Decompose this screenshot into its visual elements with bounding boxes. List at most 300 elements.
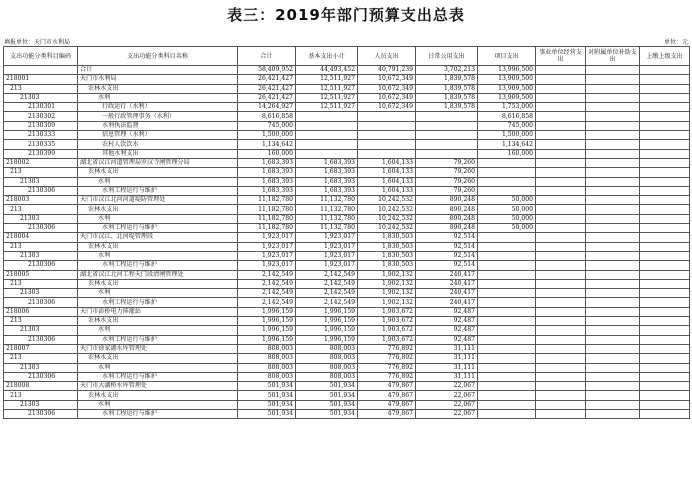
cell-business-operation: [536, 400, 586, 409]
cell-remit-superior: [640, 326, 690, 335]
table-row: [4, 140, 690, 149]
cell-daily-public: [416, 140, 478, 149]
cell-business-operation: [536, 335, 586, 344]
cell-business-operation: [536, 298, 586, 307]
table-row: [4, 298, 690, 307]
cell-name: 水利: [78, 400, 238, 409]
cell-total: 745,000: [238, 121, 296, 130]
cell-total: 8,616,858: [238, 112, 296, 121]
cell-basic-subtotal: 1,923,017: [296, 242, 358, 251]
cell-business-operation: [536, 354, 586, 363]
table-row: [4, 112, 690, 121]
cell-subsidiary-subsidy: [586, 409, 640, 418]
table-row: [4, 75, 690, 84]
cell-remit-superior: [640, 382, 690, 391]
cell-code: 2130306: [4, 372, 78, 381]
cell-business-operation: [536, 409, 586, 418]
cell-personnel: 1,830,503: [358, 261, 416, 270]
cell-personnel: [358, 140, 416, 149]
cell-total: 26,421,427: [238, 93, 296, 102]
cell-personnel: 1,903,672: [358, 317, 416, 326]
cell-subsidiary-subsidy: [586, 382, 640, 391]
cell-code: 213: [4, 84, 78, 93]
cell-total: 1,923,017: [238, 233, 296, 242]
cell-subsidiary-subsidy: [586, 131, 640, 140]
cell-subsidiary-subsidy: [586, 149, 640, 158]
cell-name: 水利工程运行与维护: [78, 298, 238, 307]
cell-daily-public: 92,487: [416, 317, 478, 326]
cell-code: 218004: [4, 233, 78, 242]
cell-basic-subtotal: 501,934: [296, 382, 358, 391]
cell-business-operation: [536, 186, 586, 195]
cell-subsidiary-subsidy: [586, 168, 640, 177]
cell-project: [478, 400, 536, 409]
cell-daily-public: 79,260: [416, 177, 478, 186]
cell-project: 1,500,000: [478, 131, 536, 140]
cell-personnel: 479,867: [358, 409, 416, 418]
cell-daily-public: 92,487: [416, 335, 478, 344]
cell-personnel: [358, 149, 416, 158]
cell-code: 213: [4, 354, 78, 363]
cell-code: 213: [4, 168, 78, 177]
cell-daily-public: 1,839,578: [416, 103, 478, 112]
cell-project: [478, 354, 536, 363]
cell-basic-subtotal: 1,683,393: [296, 158, 358, 167]
cell-daily-public: 890,248: [416, 196, 478, 205]
table-body: [4, 66, 690, 419]
header-code: 支出功能分类科目编码: [4, 47, 78, 66]
table-row: [4, 251, 690, 260]
cell-basic-subtotal: 12,511,927: [296, 75, 358, 84]
cell-name: 农林水支出: [78, 84, 238, 93]
cell-total: 1,500,000: [238, 131, 296, 140]
cell-basic-subtotal: 808,003: [296, 354, 358, 363]
cell-business-operation: [536, 149, 586, 158]
table-row: [4, 391, 690, 400]
cell-project: [478, 158, 536, 167]
cell-basic-subtotal: 2,142,549: [296, 279, 358, 288]
cell-daily-public: 31,111: [416, 344, 478, 353]
table-row: [4, 186, 690, 195]
cell-name: 农林水支出: [78, 317, 238, 326]
cell-remit-superior: [640, 93, 690, 102]
cell-personnel: 10,242,532: [358, 214, 416, 223]
cell-name: 农村人饮饮水: [78, 140, 238, 149]
cell-total: 11,182,780: [238, 214, 296, 223]
cell-personnel: 10,242,532: [358, 205, 416, 214]
cell-code: 218001: [4, 75, 78, 84]
cell-basic-subtotal: 1,996,159: [296, 307, 358, 316]
cell-subsidiary-subsidy: [586, 205, 640, 214]
cell-daily-public: 92,514: [416, 242, 478, 251]
cell-name: 水利执法监督: [78, 121, 238, 130]
cell-name: 农林水支出: [78, 354, 238, 363]
cell-total: 808,003: [238, 354, 296, 363]
cell-remit-superior: [640, 158, 690, 167]
cell-project: 13,996,500: [478, 66, 536, 75]
cell-personnel: 1,604,133: [358, 158, 416, 167]
cell-name: 水利: [78, 289, 238, 298]
cell-remit-superior: [640, 270, 690, 279]
cell-subsidiary-subsidy: [586, 317, 640, 326]
cell-basic-subtotal: [296, 149, 358, 158]
cell-project: 1,753,000: [478, 103, 536, 112]
cell-remit-superior: [640, 354, 690, 363]
cell-total: 1,683,393: [238, 168, 296, 177]
cell-daily-public: 240,417: [416, 270, 478, 279]
currency-unit: 单位：元: [663, 39, 688, 46]
cell-business-operation: [536, 391, 586, 400]
cell-project: [478, 289, 536, 298]
cell-remit-superior: [640, 75, 690, 84]
cell-total: 1,996,159: [238, 317, 296, 326]
cell-personnel: 1,830,503: [358, 251, 416, 260]
cell-name: 湖北省汉江河道管理局罗汉寺闸管理分局: [78, 158, 238, 167]
cell-total: 1,683,393: [238, 186, 296, 195]
page-title: 表三：2019年部门预算支出总表: [227, 6, 465, 24]
cell-daily-public: 3,702,213: [416, 66, 478, 75]
cell-name: 一般行政管理事务（水利）: [78, 112, 238, 121]
cell-remit-superior: [640, 261, 690, 270]
cell-remit-superior: [640, 363, 690, 372]
cell-project: [478, 391, 536, 400]
cell-subsidiary-subsidy: [586, 372, 640, 381]
cell-personnel: 1,903,672: [358, 335, 416, 344]
cell-daily-public: 92,487: [416, 307, 478, 316]
cell-basic-subtotal: 1,923,017: [296, 261, 358, 270]
cell-project: 50,000: [478, 205, 536, 214]
cell-name: 湖北省汉江北河工程天门段清闸管理处: [78, 270, 238, 279]
cell-business-operation: [536, 177, 586, 186]
table-row: [4, 279, 690, 288]
cell-code: 218002: [4, 158, 78, 167]
cell-name: 水利工程运行与维护: [78, 186, 238, 195]
cell-name: 合计: [78, 66, 238, 75]
cell-name: 水利: [78, 177, 238, 186]
cell-total: 1,923,017: [238, 261, 296, 270]
cell-total: 11,182,780: [238, 196, 296, 205]
header-project: 项目支出: [478, 47, 536, 66]
cell-personnel: [358, 131, 416, 140]
cell-personnel: 40,791,239: [358, 66, 416, 75]
cell-personnel: 1,604,133: [358, 168, 416, 177]
cell-business-operation: [536, 279, 586, 288]
cell-subsidiary-subsidy: [586, 121, 640, 130]
cell-total: 1,996,159: [238, 326, 296, 335]
cell-business-operation: [536, 103, 586, 112]
cell-name: 天门市汉江北河河道堤防管理处: [78, 196, 238, 205]
cell-daily-public: 890,248: [416, 224, 478, 233]
cell-total: 160,000: [238, 149, 296, 158]
cell-name: 水利: [78, 326, 238, 335]
cell-personnel: 1,902,132: [358, 270, 416, 279]
cell-remit-superior: [640, 66, 690, 75]
cell-remit-superior: [640, 131, 690, 140]
cell-project: 1,134,642: [478, 140, 536, 149]
cell-business-operation: [536, 140, 586, 149]
cell-personnel: [358, 112, 416, 121]
cell-subsidiary-subsidy: [586, 140, 640, 149]
cell-daily-public: 890,248: [416, 214, 478, 223]
cell-total: 26,421,427: [238, 75, 296, 84]
table-row: [4, 93, 690, 102]
cell-remit-superior: [640, 224, 690, 233]
cell-remit-superior: [640, 121, 690, 130]
cell-project: [478, 279, 536, 288]
cell-code: 2130333: [4, 131, 78, 140]
cell-personnel: 1,903,672: [358, 326, 416, 335]
cell-remit-superior: [640, 214, 690, 223]
cell-basic-subtotal: 501,934: [296, 391, 358, 400]
cell-business-operation: [536, 224, 586, 233]
cell-remit-superior: [640, 409, 690, 418]
cell-remit-superior: [640, 168, 690, 177]
cell-remit-superior: [640, 251, 690, 260]
cell-total: 1,134,642: [238, 140, 296, 149]
cell-daily-public: 79,260: [416, 186, 478, 195]
cell-total: 1,923,017: [238, 251, 296, 260]
cell-personnel: 1,830,503: [358, 242, 416, 251]
cell-project: [478, 372, 536, 381]
cell-name: 水利: [78, 214, 238, 223]
cell-code: 2130306: [4, 335, 78, 344]
table-row: [4, 270, 690, 279]
cell-business-operation: [536, 307, 586, 316]
cell-project: [478, 186, 536, 195]
cell-total: 2,142,549: [238, 298, 296, 307]
cell-code: 21303: [4, 400, 78, 409]
cell-remit-superior: [640, 317, 690, 326]
cell-project: 13,909,500: [478, 84, 536, 93]
cell-total: 501,934: [238, 409, 296, 418]
cell-project: [478, 242, 536, 251]
table-row: [4, 158, 690, 167]
table-row: [4, 205, 690, 214]
cell-total: 58,409,952: [238, 66, 296, 75]
cell-daily-public: 240,417: [416, 279, 478, 288]
cell-basic-subtotal: 12,511,927: [296, 103, 358, 112]
cell-code: 2130306: [4, 261, 78, 270]
cell-subsidiary-subsidy: [586, 158, 640, 167]
cell-subsidiary-subsidy: [586, 224, 640, 233]
cell-subsidiary-subsidy: [586, 214, 640, 223]
cell-daily-public: 31,111: [416, 363, 478, 372]
cell-name: 农林水支出: [78, 205, 238, 214]
cell-project: [478, 307, 536, 316]
cell-code: 21303: [4, 93, 78, 102]
cell-code: 213: [4, 317, 78, 326]
cell-basic-subtotal: 1,683,393: [296, 168, 358, 177]
cell-remit-superior: [640, 400, 690, 409]
cell-code: 213: [4, 391, 78, 400]
cell-subsidiary-subsidy: [586, 354, 640, 363]
cell-subsidiary-subsidy: [586, 84, 640, 93]
table-row: [4, 177, 690, 186]
cell-total: 1,683,393: [238, 177, 296, 186]
cell-daily-public: 92,514: [416, 261, 478, 270]
cell-subsidiary-subsidy: [586, 242, 640, 251]
cell-subsidiary-subsidy: [586, 93, 640, 102]
cell-basic-subtotal: 808,003: [296, 344, 358, 353]
cell-code: 213: [4, 279, 78, 288]
cell-remit-superior: [640, 196, 690, 205]
cell-name: 水利工程运行与维护: [78, 261, 238, 270]
cell-basic-subtotal: 808,003: [296, 372, 358, 381]
cell-subsidiary-subsidy: [586, 112, 640, 121]
cell-business-operation: [536, 289, 586, 298]
header-subsidiary-subsidy: 对附属单位补助支出: [586, 47, 640, 66]
cell-business-operation: [536, 363, 586, 372]
cell-personnel: 1,830,503: [358, 233, 416, 242]
cell-business-operation: [536, 66, 586, 75]
cell-subsidiary-subsidy: [586, 261, 640, 270]
cell-code: 21303: [4, 363, 78, 372]
header-total: 合计: [238, 47, 296, 66]
cell-personnel: 776,892: [358, 354, 416, 363]
header-daily-public: 日常公用支出: [416, 47, 478, 66]
cell-basic-subtotal: 12,511,927: [296, 84, 358, 93]
cell-code: 213: [4, 205, 78, 214]
cell-remit-superior: [640, 205, 690, 214]
cell-project: [478, 317, 536, 326]
cell-basic-subtotal: 2,142,549: [296, 289, 358, 298]
cell-project: [478, 270, 536, 279]
cell-name: 水利: [78, 363, 238, 372]
header-remit-superior: 上缴上级支出: [640, 47, 690, 66]
cell-daily-public: 240,417: [416, 298, 478, 307]
cell-project: [478, 335, 536, 344]
cell-daily-public: 1,839,578: [416, 75, 478, 84]
cell-daily-public: 92,514: [416, 251, 478, 260]
cell-code: 218006: [4, 307, 78, 316]
cell-business-operation: [536, 214, 586, 223]
cell-daily-public: 31,111: [416, 372, 478, 381]
cell-total: 1,683,393: [238, 158, 296, 167]
cell-remit-superior: [640, 372, 690, 381]
cell-project: [478, 363, 536, 372]
cell-project: [478, 251, 536, 260]
cell-personnel: 1,902,132: [358, 279, 416, 288]
cell-daily-public: 92,487: [416, 326, 478, 335]
cell-daily-public: 79,260: [416, 158, 478, 167]
cell-daily-public: 79,260: [416, 168, 478, 177]
cell-subsidiary-subsidy: [586, 186, 640, 195]
table-row: [4, 131, 690, 140]
cell-personnel: [358, 121, 416, 130]
cell-remit-superior: [640, 84, 690, 93]
table-row: [4, 317, 690, 326]
cell-personnel: 776,892: [358, 372, 416, 381]
cell-name: 水利: [78, 93, 238, 102]
cell-total: 2,142,549: [238, 289, 296, 298]
cell-personnel: 776,892: [358, 363, 416, 372]
cell-business-operation: [536, 382, 586, 391]
cell-project: 8,616,858: [478, 112, 536, 121]
cell-project: 50,000: [478, 196, 536, 205]
cell-remit-superior: [640, 289, 690, 298]
cell-personnel: 1,902,132: [358, 298, 416, 307]
cell-name: 农林水支出: [78, 242, 238, 251]
cell-remit-superior: [640, 298, 690, 307]
cell-code: 218007: [4, 344, 78, 353]
cell-basic-subtotal: [296, 140, 358, 149]
cell-name: 水利: [78, 251, 238, 260]
table-row: [4, 344, 690, 353]
table-row: [4, 307, 690, 316]
cell-business-operation: [536, 372, 586, 381]
cell-project: [478, 168, 536, 177]
cell-subsidiary-subsidy: [586, 233, 640, 242]
cell-project: [478, 344, 536, 353]
cell-business-operation: [536, 242, 586, 251]
cell-project: 13,909,500: [478, 93, 536, 102]
cell-basic-subtotal: 11,132,780: [296, 205, 358, 214]
cell-personnel: 1,902,132: [358, 289, 416, 298]
cell-basic-subtotal: 1,996,159: [296, 335, 358, 344]
cell-project: 745,000: [478, 121, 536, 130]
cell-total: 1,923,017: [238, 242, 296, 251]
cell-total: 1,996,159: [238, 335, 296, 344]
cell-daily-public: 22,067: [416, 409, 478, 418]
cell-code: 2130306: [4, 298, 78, 307]
cell-basic-subtotal: 11,132,780: [296, 214, 358, 223]
cell-personnel: 479,867: [358, 400, 416, 409]
cell-business-operation: [536, 270, 586, 279]
cell-daily-public: 22,067: [416, 382, 478, 391]
table-row: [4, 103, 690, 112]
cell-daily-public: 1,839,578: [416, 93, 478, 102]
table-row: [4, 400, 690, 409]
cell-name: 天门市水利局: [78, 75, 238, 84]
table-row: [4, 363, 690, 372]
cell-code: [4, 66, 78, 75]
table-row: [4, 261, 690, 270]
cell-total: 808,003: [238, 344, 296, 353]
cell-subsidiary-subsidy: [586, 75, 640, 84]
cell-remit-superior: [640, 344, 690, 353]
cell-basic-subtotal: 2,142,549: [296, 298, 358, 307]
cell-name: 农林水支出: [78, 279, 238, 288]
cell-name: 水利工程运行与维护: [78, 409, 238, 418]
cell-name: 农林水支出: [78, 391, 238, 400]
cell-daily-public: 22,067: [416, 400, 478, 409]
budget-table: [3, 46, 690, 419]
cell-business-operation: [536, 261, 586, 270]
table-header-row: [4, 47, 690, 66]
cell-daily-public: [416, 121, 478, 130]
cell-remit-superior: [640, 186, 690, 195]
table-row: [4, 242, 690, 251]
cell-code: 21303: [4, 251, 78, 260]
cell-remit-superior: [640, 177, 690, 186]
cell-business-operation: [536, 168, 586, 177]
cell-total: 501,934: [238, 400, 296, 409]
cell-subsidiary-subsidy: [586, 363, 640, 372]
cell-project: 50,000: [478, 214, 536, 223]
cell-business-operation: [536, 196, 586, 205]
cell-code: 2130306: [4, 224, 78, 233]
cell-personnel: 1,604,133: [358, 177, 416, 186]
cell-business-operation: [536, 317, 586, 326]
header-business-operation: 事业单位经营支出: [536, 47, 586, 66]
cell-code: 2130309: [4, 121, 78, 130]
cell-subsidiary-subsidy: [586, 289, 640, 298]
cell-business-operation: [536, 158, 586, 167]
cell-remit-superior: [640, 103, 690, 112]
cell-total: 11,182,780: [238, 205, 296, 214]
cell-subsidiary-subsidy: [586, 251, 640, 260]
cell-personnel: 10,242,532: [358, 196, 416, 205]
